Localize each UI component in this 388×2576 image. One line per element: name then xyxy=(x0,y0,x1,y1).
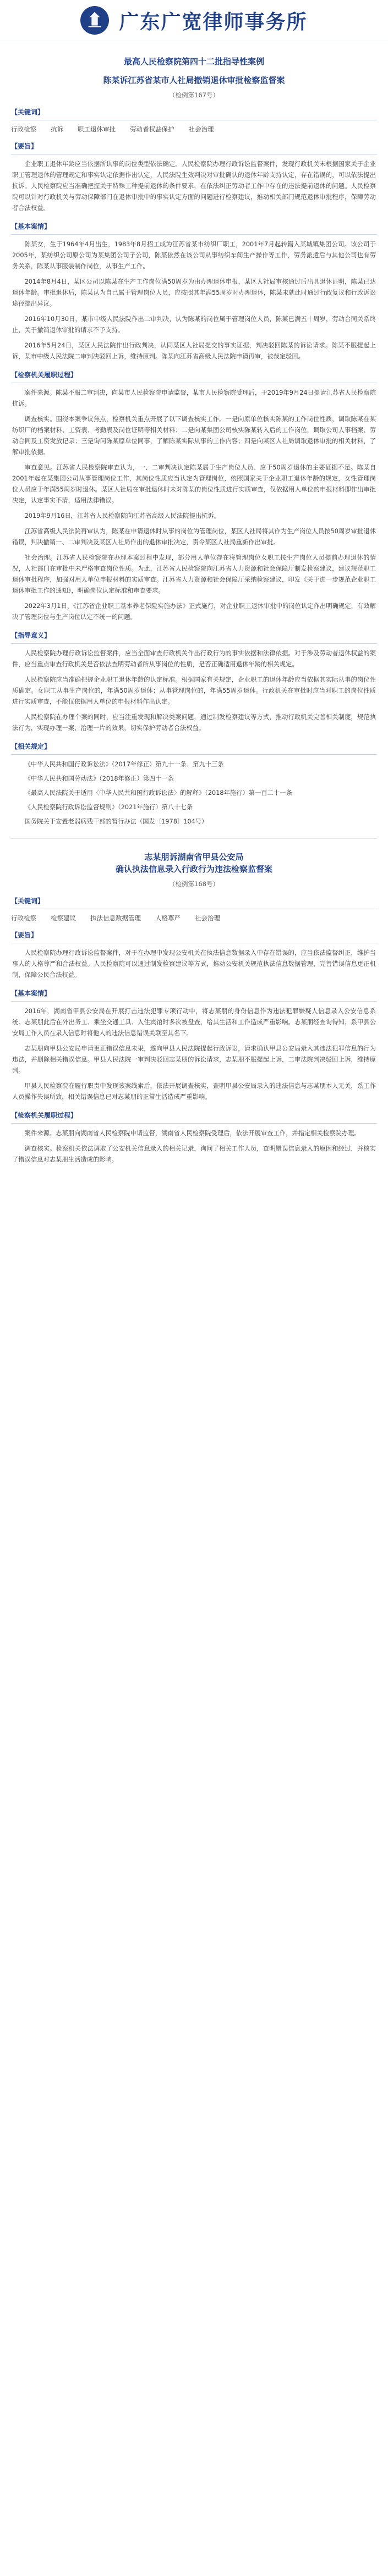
case-title: 陈某诉江苏省某市人社局撤销退休审批检察监督案 xyxy=(103,75,285,85)
reference-item: 国务院关于安置老弱病残干部的暂行办法（国发〔1978〕104号） xyxy=(24,818,208,825)
keyword: 社会治理 xyxy=(188,125,214,133)
gist-paragraph: 人民检察院办理行政诉讼监督案件，对于在办理中发现公安机关在执法信息数据录入中存在错误的，应当依法监督纠正，维护当事人的人格尊严和合法权益。人民检察院可以通过制发检察建议等方式，推动公安机关规范执法信息数据管理，完善错误信息更正机制，保障公民合法权益。 xyxy=(12,949,376,979)
case-2 xyxy=(0,851,388,1165)
reference-item: 《最高人民法院关于适用〈中华人民共和国行政诉讼法〉的解释》（2018年施行）第一百二十一条 xyxy=(24,789,292,797)
case-title: 志某朋诉湖南省甲县公安局 xyxy=(144,852,244,862)
keyword: 职工退休审批 xyxy=(78,125,116,133)
case-number: （检例第168号） xyxy=(169,880,219,888)
keyword: 劳动者权益保护 xyxy=(130,125,174,133)
gist-heading: 【要旨】 xyxy=(11,142,38,150)
keywords-heading: 【关键词】 xyxy=(11,897,45,905)
refs-heading: 【相关规定】 xyxy=(11,743,51,750)
process-paragraph: 调查核实。围绕本案争议焦点，检察机关重点开展了以下调查核实工作。一是向原单位核实陈某的工作岗位性质，调取陈某在某纺织厂的档案材料、工资表、考勤表及岗位证明等相关材料；二是向某集团公司核实陈某转入后的工作岗位，调取公司人事档案、劳动合同及工资发放记录；三是询问陈某原单位同事，了解陈某实际从事的工作内容；四是向某区人社局调取退休审批的相关材料，了解审批依据。 xyxy=(12,416,376,456)
significance-heading: 【指导意义】 xyxy=(11,632,51,639)
keyword: 检察建议 xyxy=(51,914,76,922)
facts-paragraph: 甲县人民检察院在履行职责中发现该案线索后，依法开展调查核实，查明甲县公安局录入的违法信息与志某朋本人无关，系工作人员操作失误所致，相关错误信息已对志某朋的正常生活造成严重影响。 xyxy=(12,1082,376,1101)
section-rule xyxy=(11,643,377,644)
process-paragraph: 江苏省高级人民法院再审认为，陈某在申请退休时从事的岗位为管理岗位，某区人社局将其作为生产岗位人员按50周岁审批退休错误，判决撤销一、二审判决及某区人社局作出的退休审批决定，责令某区人社局重新作出审批。 xyxy=(12,528,376,546)
process-paragraph: 2022年3月1日，《江苏省企业职工基本养老保险实施办法》正式施行，对企业职工退休审批中的岗位认定作出明确规定，有效解决了管理岗位与生产岗位认定不统一的问题。 xyxy=(12,602,376,621)
process-heading: 【检察机关履职过程】 xyxy=(11,1112,78,1119)
firm-name: 广东广宽律师事务所 xyxy=(119,10,308,34)
case-title: 确认执法信息录入行政行为违法检察监督案 xyxy=(115,864,272,874)
section-rule xyxy=(11,234,377,235)
case-divider xyxy=(11,838,377,839)
gist-heading: 【要旨】 xyxy=(11,931,38,939)
process-paragraph: 社会治理。江苏省人民检察院在办理本案过程中发现，部分用人单位存在将管理岗位女职工按生产岗位人员提前办理退休的情况，人社部门在审批中未严格审查岗位性质。为此，江苏省人民检察院向江苏省人力资源和社会保障厅制发检察建议，建议规范职工退休审批程序，加强对用人单位申报材料的实质审查。江苏省人力资源和社会保障厅采纳检察建议，印发《关于进一步规范企业职工退休审批工作的通知》，明确岗位认定标准和审查要求。 xyxy=(12,554,376,594)
significance-paragraph: 人民检察院办理行政诉讼监督案件，应当全面审查行政机关作出行政行为的事实依据和法律依据。对于涉及劳动者退休权益的案件，应当重点审查行政机关是否依法查明劳动者所从事岗位的性质，是否正确适用退休年龄的相关规定。 xyxy=(12,650,376,668)
keyword: 社会治理 xyxy=(195,914,220,922)
page-header xyxy=(0,0,388,41)
section-rule xyxy=(11,1123,377,1124)
keywords-list xyxy=(11,914,377,922)
firm-logo-icon xyxy=(80,6,109,35)
case-number: （检例第167号） xyxy=(169,91,219,99)
process-paragraph: 审查意见。江苏省人民检察院审查认为，一、二审判决认定陈某属于生产岗位人员、应于50周岁退休的主要证据不足。陈某自2001年起在某集团公司从事管理岗位工作，其岗位性质应当认定为管理岗位，依照国家关于企业职工退休年龄的规定，女性管理岗位人员应于年满55周岁时退休。某区人社局在审批退休时未对陈某的岗位性质进行实质审查，仅依据用人单位的申报材料即作出审批决定，认定事实不清，适用法律错误。 xyxy=(12,464,376,504)
process-paragraph: 2019年9月16日，江苏省人民检察院向江苏省高级人民法院提出抗诉。 xyxy=(24,512,220,519)
case-1 xyxy=(0,56,388,827)
section-rule xyxy=(11,754,377,755)
keyword: 抗诉 xyxy=(51,125,63,133)
gist-paragraph: 企业职工退休年龄应当依据所认事的岗位类型依法确定。人民检察院办理行政诉讼监督案件，发现行政机关未根据国家关于企业职工管理退休的管理规定和事实认定依据作出认定，人民法院生效判决对审批确认的退休年龄支持认定，存在错误的，可以依法提出抗诉。人民检察院应当准确把握关于特殊工种提前退休的条件要求，在依法纠正劳动者工作中存在的违法提前退休的问题。人民检察院可以针对行政机关与劳动保障部门在退休审批中的事实认定方面的问题进行检察建议，推动相关部门规范退休审批程序，保障劳动者合法权益。 xyxy=(12,161,376,212)
keyword: 人格尊严 xyxy=(155,914,181,922)
process-paragraph: 案件来源。陈某不服二审判决，向某市人民检察院申请监督，某市人民检察院受理后，于2019年9月24日提请江苏省人民检察院抗诉。 xyxy=(12,389,376,407)
keywords-heading: 【关键词】 xyxy=(11,108,45,116)
facts-paragraph: 2016年5月24日，某区人民法院作出行政判决，认同某区人社局提交的事实证据，判决驳回陈某的诉讼请求。陈某不服提起上诉，某市中级人民法院二审判决驳回上诉，维持原判。陈某向江苏省高级人民法院申请再审，被裁定驳回。 xyxy=(12,342,376,360)
keyword: 执法信息数据管理 xyxy=(90,914,141,922)
facts-paragraph: 2016年10月30日，某市中级人民法院作出二审判决，认为陈某的岗位属于管理岗位人员，陈某已满五十周岁，劳动合同关系终止，关于撤销退休审批的请求不予支持。 xyxy=(12,316,376,334)
significance-paragraph: 人民检察院在办理个案的同时，应当注重发现和解决类案问题，通过制发检察建议等方式，推动行政机关完善相关制度，规范执法行为，实现办理一案、治理一片的效果，切实保护劳动者合法权益。 xyxy=(12,714,376,732)
significance-paragraph: 人民检察院应当准确把握企业职工退休年龄的认定标准。根据国家有关规定，企业职工的退休年龄应当依据其实际从事的岗位性质确定。女职工从事生产岗位的，年满50周岁退休；从事管理岗位的，年满55周岁退休。行政机关在审批时应当对职工的岗位性质进行实质审查，不能仅依据用人单位的申报材料作出认定。 xyxy=(12,676,376,705)
facts-heading: 【基本案情】 xyxy=(11,990,51,997)
section-rule xyxy=(11,1001,377,1002)
keywords-list xyxy=(11,125,377,134)
keyword: 行政检察 xyxy=(11,125,36,133)
keyword: 行政检察 xyxy=(11,914,36,922)
case-series-title: 最高人民检察院第四十二批指导性案例 xyxy=(123,57,264,67)
facts-paragraph: 2016年，湖南省甲县公安局在开展打击违法犯罪专项行动中，将志某朋的身份信息作为违法犯罪嫌疑人信息录入公安信息系统。志某朋此后在外出务工、乘坐交通工具、入住宾馆时多次被盘查，给其生活和工作造成严重影响。志某朋经查询得知，系甲县公安局工作人员在录入信息时将他人的违法信息错误关联至其名下。 xyxy=(12,1008,376,1037)
facts-paragraph: 2014年8月4日，某区公司以陈某在生产工作岗位满50周岁为由办理退休申报，某区人社局审核通过后出具退休证明，陈某已达退休年龄。审批退休后，陈某认为自己属于管理岗位人员，应按照其年满55周岁时办理退休，陈某未就此时通过行政复议和行政诉讼途径提出异议。 xyxy=(12,278,376,307)
facts-heading: 【基本案情】 xyxy=(11,223,51,230)
facts-paragraph: 陈某女，生于1964年4月出生，1983年8月招工成为江苏省某市纺织厂职工，2001年7月起转籍入某城镇集团公司。该公司于2005年，某纺织公司原公司为某集团公司子公司，陈某依然在该公司从事纺织车间生产操作等工作，劳务派遣后与其他公司也有劳务关系，陈某从事服装制作岗位，从事生产工作。 xyxy=(12,241,376,270)
reference-item: 《人民检察院行政诉讼监督规则》（2021年施行）第八十七条 xyxy=(24,804,193,811)
process-paragraph: 案件来源。志某朋向湖南省人民检察院申请监督，湖南省人民检察院受理后，依法开展审查工作，并指定相关检察院办理。 xyxy=(24,1130,360,1137)
reference-item: 《中华人民共和国行政诉讼法》（2017年修正）第九十一条、第九十三条 xyxy=(24,761,224,768)
process-heading: 【检察机关履职过程】 xyxy=(11,371,78,379)
process-paragraph: 调查核实。检察机关依法调取了公安机关信息录入的相关记录，询问了相关工作人员，查明错误信息录入的原因和经过，并核实了错误信息对志某朋生活造成的影响。 xyxy=(12,1145,376,1163)
facts-paragraph: 志某朋向甲县公安局申请更正错误信息未果，遂向甲县人民法院提起行政诉讼，请求确认甲县公安局录入其违法犯罪信息的行为违法，并删除相关错误信息。甲县人民法院一审判决驳回志某朋的诉讼请求，志某朋不服提起上诉，二审法院判决驳回上诉，维持原判。 xyxy=(12,1045,376,1074)
reference-item: 《中华人民共和国劳动法》（2018年修正）第四十一条 xyxy=(24,775,174,782)
